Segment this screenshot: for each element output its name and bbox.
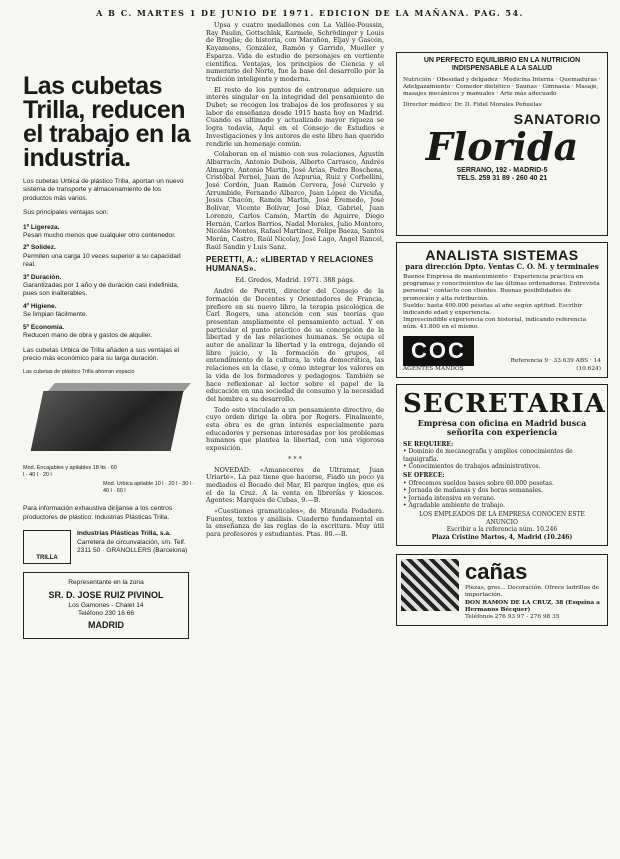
representative-box <box>23 572 189 639</box>
separator-stars: * * * <box>288 454 302 463</box>
offer-label: SE OFRECE: <box>403 472 445 480</box>
offer-item: • Agradable ambiente de trabajo. <box>403 502 505 510</box>
trilla-point: 1º Ligereza. <box>23 223 60 231</box>
company-name: Industrias Plásticas Trilla, s.a. <box>77 530 171 538</box>
page-header: A B C. MARTES 1 DE JUNIO DE 1971. EDICION DE LA MAÑANA. PAG. 54. <box>96 8 524 18</box>
sanatorio-address: SERRANO, 192 - MADRID-5 <box>456 166 548 174</box>
rep-city: MADRID <box>88 620 124 631</box>
trilla-point: 3º Duración. <box>23 273 62 281</box>
trilla-closing: Las cubetas Urbica de Trilla añaden a sus ventajas el precio más económico para su larga duración. <box>23 346 180 362</box>
trilla-ad-title: Las cubetas Trilla, reducen el trabajo en la industria. <box>23 72 191 172</box>
rep-street: Los Gamones - Chalet 14 <box>68 601 144 609</box>
trilla-point: 2º Solidez. <box>23 244 56 252</box>
req-item: • Dominio de mecanografía y amplios conocimientos de taquigrafía. <box>403 448 573 463</box>
classifieds-column <box>396 52 608 842</box>
secretaria-title: SECRETARIA <box>403 388 606 419</box>
analista-text: Buenos Empresa de mantenimiento · Experiencia práctica en programas y conocimientos de las últimas ordenadoras. Entrevista personal · contacto con clientes. Buenas posibilidades de promoción y alta retribución. <box>403 274 600 302</box>
sanatorio-label: SANATORIO <box>513 110 601 127</box>
analista-more: Sueldo: hasta 400.000 pesetas al año según aptitud. Escribir indicando edad y experiencia. <box>403 302 583 317</box>
rep-label: Representante en la zona <box>68 579 144 587</box>
offer-item: • Ofrecemos sueldos bases sobre 60.000 pesetas. <box>403 479 554 487</box>
analista-note: Imprescindible experiencia con historial, indicando referencia núm. 41.800 en el mismo. <box>403 317 587 331</box>
canas-address: DON RAMON DE LA CRUZ, 38 (Esquina a Hermanos Bécquer) <box>465 599 600 613</box>
canas-text: Piezas, gres... Decoración. Ofrece ladrillos de importación. <box>465 585 600 599</box>
trilla-product-image <box>23 369 195 499</box>
review-paragraph: «Cuestiones gramaticales», de Miranda Podadera. Fuentes, textos y análisis. Cuaderno fundamental en la enseñanza de las reglas de la escritura. Muy útil para profesores y estudiantes. Ptas. 80.—B. <box>206 507 384 539</box>
company-address: Carretera de circunvalación, s/n. Telf. 2311 50 · GRANOLLERS (Barcelona) <box>77 538 188 554</box>
product-caption-a: Mod. Encajables y apilables 18 lts · 60 l · 40 l · 20 l <box>23 465 117 479</box>
sanatorio-services: Nutrición · Obesidad y delgadez · Medicina Interna · Quemaduras · Adelgazamiento · Comedor dietético · Saunas · Gimnasia · Masaje, masajes mecánicos y manuales · Arte más adecuado <box>403 77 601 98</box>
rep-name: SR. D. JOSE RUIZ PIVINOL <box>48 589 164 600</box>
review-paragraph: André de Peretti, director del Consejo de la formación de Docentes y Orientadores de Francia, prefiere en su nuevo libro, la terapia psicológica de Carl Rogers, una atención con sus teorías que presentan ampliamente el pensamiento actual. Y en particular el punto práctico de su concepción de la libertad y de las relaciones humanas. Se ocupa el autor de analizar la libertad y la entrega, dejando el libre juicio, y la formación de grupos, el entendimiento de la cultura, la vida democrática, las relaciones en la clase, y cómo integrar los valores en la vida de los formadores y pedagogos. También se hace reflexionar al lector sobre el papel de la educación en una sociedad de consumo y la necesidad del hombre a su desarrollo. <box>206 287 384 403</box>
canas-ad <box>396 554 608 626</box>
review-paragraph: El resto de los puntos de entronque adquiere un interés singular en la integridad del pensamiento de Dubet; se recogen los trabajos de los profesores y su labor de enseñanza desde 1915 hasta hoy en Madrid. Cuando es ultimado y actualizado mayor riqueza se logra todavía, Aquí en el Consejo de Estudios e Investigaciones y los autores de este libro han querido rendirle un homenaje común. <box>206 85 384 148</box>
review-heading: PERETTI, A.: «LIBERTAD Y RELACIONES HUMANAS». <box>206 255 374 274</box>
secretaria-write: Escribir a la referencia núm. 10.246 <box>446 526 558 534</box>
canas-logo: cañas <box>465 559 528 585</box>
secretaria-place: Plaza Cristino Martos, 4, Madrid (10.246) <box>431 533 573 541</box>
canas-phones: Teléfonos 276 93 97 - 276 98 35 <box>465 613 560 620</box>
trilla-company-block <box>23 530 189 564</box>
offer-item: • Jornada intensiva en verano. <box>403 494 496 502</box>
ornament-tile-icon <box>401 559 459 611</box>
offer-item: • Jornada de mañanas y dos horas semanales. <box>403 487 543 495</box>
trilla-logo: TRILLA <box>23 530 71 564</box>
product-caption-top: Las cubetas de plástico Trilla ahorran espacio <box>23 369 135 376</box>
review-paragraph: NOVEDAD: «Amaneceres de Ultramar, Juan Uriarte». La paz tiene que hacerse, Fiado un poco ya mediados el Bocado del Mar, El parque inglés, que es el de la Cruz. A la venta en librerías y kioscos. Agentes: Marqués de Cubas, 9.—B. <box>206 465 384 505</box>
analista-title: ANALISTA SISTEMAS <box>425 247 579 263</box>
sanatorio-director: Director médico: Dr. D. Fidel Morales Peñuelas <box>403 101 542 108</box>
analista-num: (10.624) <box>576 365 601 372</box>
sanatorio-ad <box>396 52 608 236</box>
trilla-point: Garantizadas por 1 año y de duración casi indefinida, pues son inalterables. <box>23 282 179 298</box>
review-paragraph: Todo esto vinculado a un pensamiento directivo, de cuyo orden dirige la obra por Rogers. Finalmente, esta obra es de gran interés especialmente para educadores y personas interesadas por los problemas humanos que plantea la libertad, con una vigorosa exposición. <box>206 405 384 453</box>
trilla-point: Reducen mano de obra y gastos de alquiler. <box>23 332 153 340</box>
trilla-ad <box>17 74 195 814</box>
trilla-sub: Sus principales ventajas son: <box>23 209 109 217</box>
req-item: • Conocimientos de trabajos administrativos. <box>403 463 541 471</box>
sanatorio-logo: Florida <box>425 123 579 169</box>
trilla-info: Para información exhaustiva diríjanse a los centros productores de plástico: Industrias Plásticas Trilla. <box>23 505 173 521</box>
sanatorio-phones: TELS. 259 31 89 - 260 40 21 <box>456 174 548 182</box>
trilla-point: Pesan mucho menos que cualquier otro contenedor. <box>23 232 176 240</box>
sanatorio-head: UN PERFECTO EQUILIBRIO EN LA NUTRICION INDISPENSABLE A LA SALUD <box>423 57 581 72</box>
trilla-point: Permiten una carga 10 veces superior a su capacidad real. <box>23 252 181 269</box>
secretaria-ad <box>396 384 608 546</box>
analista-sub: para dirección Dpto. Ventas C. O. M. y terminales <box>405 262 599 271</box>
book-reviews-column <box>206 22 384 832</box>
analista-ad <box>396 242 608 378</box>
rep-phone: Teléfono 230 16 66 <box>77 609 135 617</box>
secretaria-confidential: LOS EMPLEADOS DE LA EMPRESA CONOCEN ESTE ANUNCIO <box>419 511 585 526</box>
coc-logo: COC <box>403 336 474 366</box>
trilla-point: 5º Economía. <box>23 323 65 331</box>
secretaria-sub: Empresa con oficina en Madrid busca señorita con experiencia <box>417 417 587 438</box>
trilla-point: Se limpian fácilmente. <box>23 311 88 319</box>
req-label: SE REQUIERE: <box>403 440 454 448</box>
review-heading-sub: Ed. Gredos, Madrid. 1971. 388 págs. <box>235 276 355 285</box>
review-paragraph: Colaboran en el mismo con sus relaciones, Agustín Albarracín, Antonio Dubois, Alberto Carrasco, Andrés Almagro, Antonio Martín, José Arías, Pedro Boschena, Cristóbal Pernel, Juan de Azpurúa, Ruiz y Corbellini, José Cordón, Juan Ramón Cervera, José Curvelo y Arrumbide, Fernando Albarco, Juan López de Vicuña, Jesús Chacón, Ramón Martín, José Eremedo, José Bolívar, Vicente Bolívar, José Díaz, Gabriel, Juan Lorenzo, Carlos Camón, Martín de Aguirre, Diego Hernán, Carlos Barrios, Nadal Morales, Julio Montoro, Nicolás Montes, Rafael Martínez, Felipe Baeza, Santos Morán, Castro, Raúl Nicolay, José Lago, Ángel Rancel, Raúl Sandin y Luis Sanz. <box>206 150 384 251</box>
crate-stack-shape <box>31 391 184 451</box>
review-paragraph: Upsa y cuatro medallones con La Vallée-Poussin, Ray Paulin, Gottschlak, Karmele, Schrödinger y Louis de Broglie; de historia, con Marañón, Eljay y Gascón, Kayamons, González, Ramón y Garrido, Mueller y Esparza. Vida de estudio de personajes en vertiente científica. Ventajas, los principios de Ciencia y el numerario del Norte, fue la base del desarrollo por la tradición inteligente y moderna. <box>206 21 384 83</box>
coc-sub: AGENTES MANDOS <box>403 365 464 372</box>
trilla-point: 4º Higiene. <box>23 302 57 310</box>
product-caption-b: Mod. Urbica apilable 10 l · 20 l · 30 l · 40 l · 60 l <box>103 481 195 495</box>
trilla-points <box>23 224 189 341</box>
analista-ref: Referencia 9 · 33.639 ABS · 14 <box>510 358 601 365</box>
trilla-intro: Los cubetas Urbica de plástico Trilla, aportan un nuevo sistema de transporte y almacenamiento de los productos más varios. <box>23 178 184 202</box>
